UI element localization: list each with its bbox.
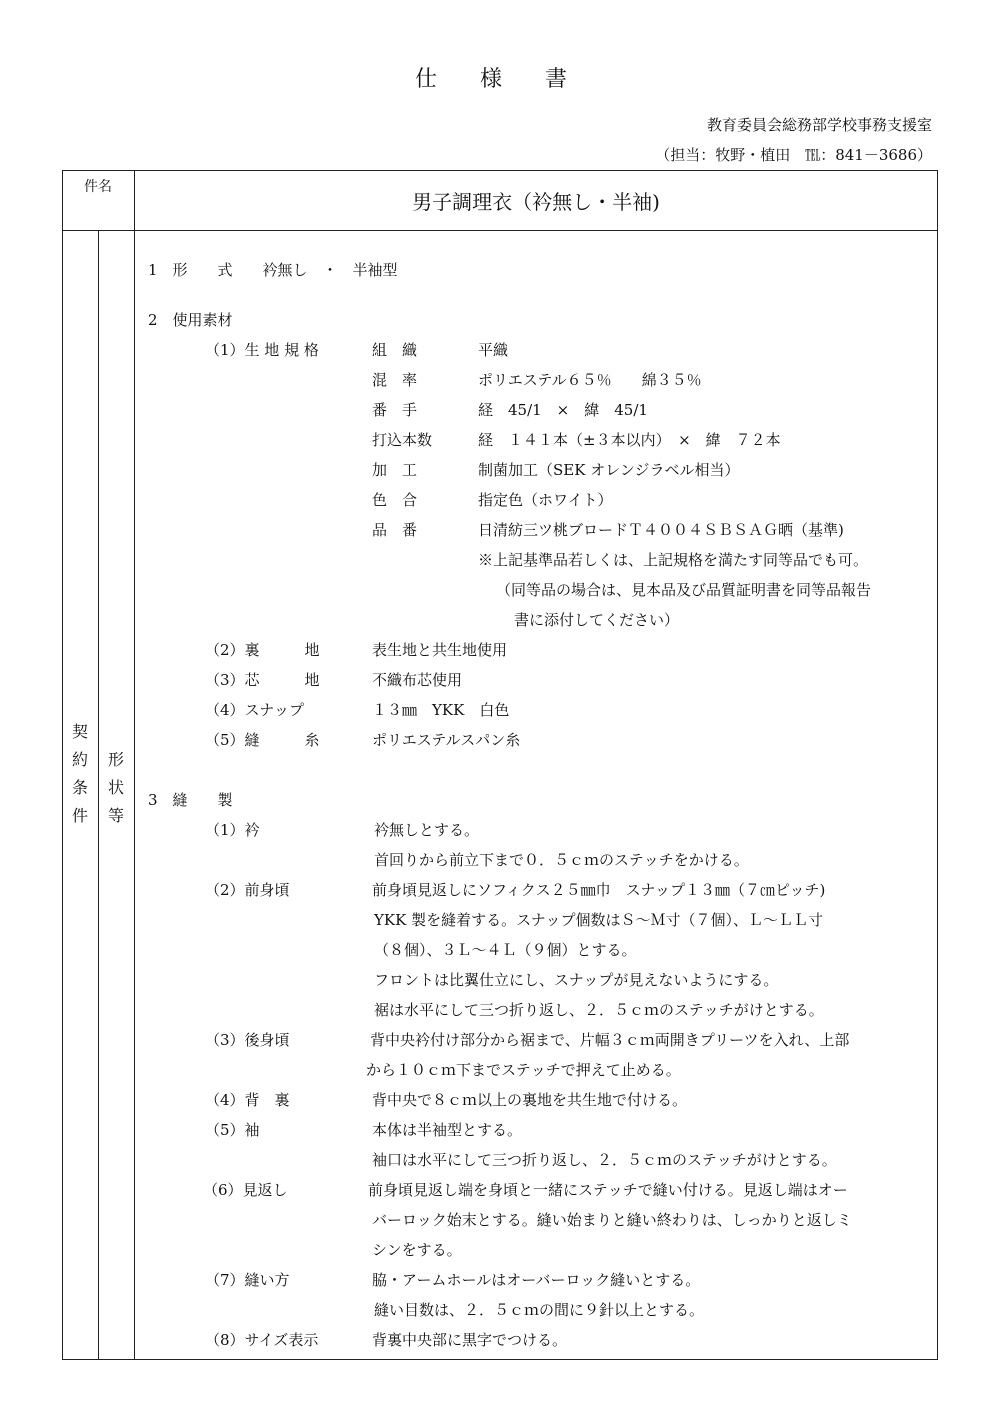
spec-line: YKK 製を縫着する。スナップ個数はＳ～Ｍ寸（７個）、Ｌ～ＬＬ寸 [374,911,823,929]
spec-line: 日清紡三ツ桃ブロードＴ４００４ＳＢＳＡＧ晒（基準) [478,521,844,539]
spec-line: 経 １４１本（±３本以内） × 緯 ７２本 [478,431,781,449]
spec-line: （2）前身頃 [205,881,290,899]
spec-line: バーロック始末とする。縫い始まりと縫い終わりは、しっかりと返しミ [372,1211,852,1229]
table-divider [62,230,938,231]
spec-line: （4）スナップ [205,701,304,719]
organization-name: 教育委員会総務部学校事務支援室 [706,116,932,134]
spec-line: 首回りから前立下まで０．５ｃｍのステッチをかける。 [374,851,749,869]
spec-line: 色 合 [372,491,418,509]
spec-line: 背中央で８ｃｍ以上の裏地を共生地で付ける。 [372,1091,688,1109]
spec-line: 2 使用素材 [148,311,233,329]
spec-line: 混 率 [372,371,418,389]
spec-line: ※上記基準品若しくは、上記規格を満たす同等品でも可。 [478,551,869,569]
spec-line: （3）芯 地 [205,671,320,689]
spec-line: 書に添付してください） [514,611,680,629]
spec-line: から１０ｃｍ下までステッチで押えて止める。 [366,1061,681,1079]
shape-label: 形 状 等 [107,750,124,825]
spec-line: 指定色（ホワイト） [478,491,613,509]
spec-line: 前身頃見返し端を身頃と一緒にステッチで縫い付ける。見返し端はオー [368,1181,848,1199]
spec-line: （4）背 裏 [205,1091,290,1109]
subject-label: 件名 [84,179,112,195]
spec-line: 経 45/1 × 緯 45/1 [478,401,648,419]
spec-line: （同等品の場合は、見本品及び品質証明書を同等品報告 [496,581,872,599]
spec-line: 平織 [478,341,509,359]
spec-line: 背中央衿付け部分から裾まで、片幅３ｃｍ両開きプリーツを入れ、上部 [370,1031,850,1049]
spec-line: 不織布芯使用 [372,671,463,689]
spec-line: （7）縫い方 [205,1271,290,1289]
spec-line: 縫い目数は、２．５ｃｍの間に９針以上とする。 [374,1301,705,1319]
spec-line: フロントは比翼仕立にし、スナップが見えないようにする。 [374,971,779,989]
spec-line: （5）縫 糸 [205,731,320,749]
table-divider [98,230,99,1360]
spec-line: （6）見返し [203,1181,288,1199]
spec-line: 制菌加工（SEK オレンジラベル相当） [478,461,740,479]
spec-line: シンをする。 [372,1241,462,1259]
spec-line: ポリエステル６５％ 綿３５％ [478,371,702,389]
spec-line: 1 形 式 衿無し ・ 半袖型 [148,261,398,279]
contract-terms-label: 契 約 条 件 [71,722,88,825]
spec-line: 袖口は水平にして三つ折り返し、２．５ｃｍのステッチがけとする。 [372,1151,837,1169]
spec-line: （2）裏 地 [205,641,320,659]
table-divider [134,170,135,1360]
spec-line: （5）袖 [205,1121,260,1139]
spec-line: 品 番 [372,521,418,539]
spec-line: 3 縫 製 [148,791,233,809]
spec-line: 本体は半袖型とする。 [372,1121,523,1139]
spec-line: （3）後身頃 [205,1031,290,1049]
spec-line: （８個）、３Ｌ～４Ｌ（９個）とする。 [374,941,637,959]
spec-line: 裾は水平にして三つ折り返し、２．５ｃｍのステッチがけとする。 [374,1001,824,1019]
spec-line: ポリエステルスパン糸 [372,731,521,749]
page-title: 仕 様 書 [415,67,585,92]
subject-title: 男子調理衣（衿無し・半袖) [412,190,660,214]
spec-line: （1）衿 [205,821,260,839]
spec-line: １３㎜ YKK 白色 [372,701,510,719]
spec-line: 衿無しとする。 [374,821,480,839]
spec-line: 組 織 [372,341,418,359]
spec-line: 前身頃見返しにソフィクス２５㎜巾 スナップ１３㎜（７㎝ピッチ) [372,881,826,899]
spec-line: 加 工 [372,461,418,479]
contact-info: （担当：牧野・植田 ℡：841－3686） [655,146,932,164]
spec-line: （1）生 地 規 格 [205,341,319,359]
spec-line: （8）サイズ表示 [205,1331,319,1349]
spec-line: 脇・アームホールはオーバーロック縫いとする。 [372,1271,701,1289]
spec-line: 打込本数 [372,431,433,449]
spec-line: 表生地と共生地使用 [372,641,508,659]
spec-line: 番 手 [372,401,418,419]
spec-line: 背裏中央部に黒字でつける。 [372,1331,568,1349]
